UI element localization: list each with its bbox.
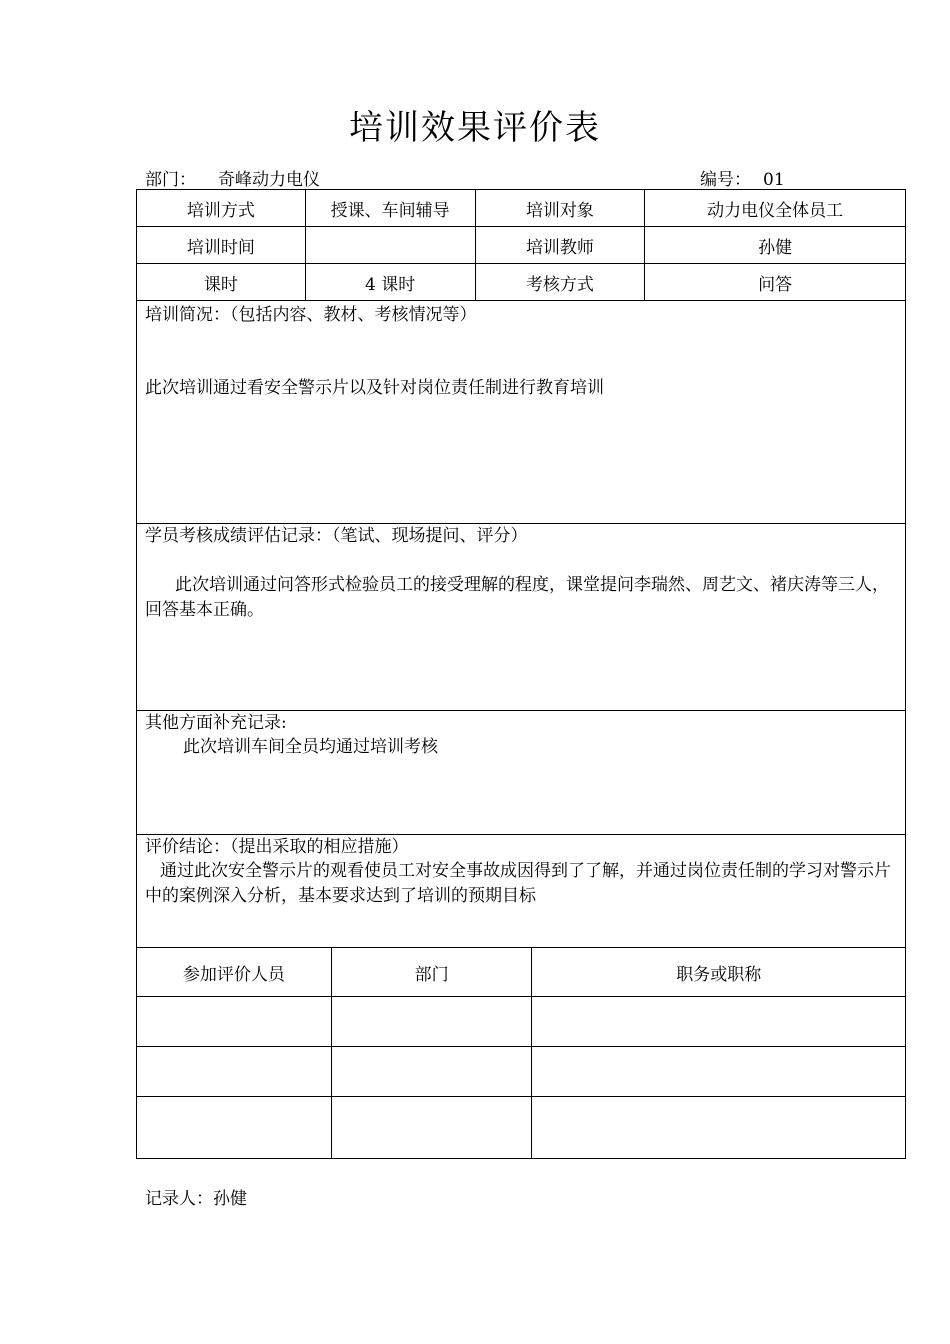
department-cell — [331, 1097, 532, 1159]
training-time-value — [305, 227, 475, 264]
table-row — [137, 997, 906, 1047]
serial-number-value: 01 — [763, 170, 785, 190]
serial-number-label: 编号： — [700, 170, 751, 190]
recorder: 记录人：孙健 — [145, 1189, 247, 1209]
title-cell — [532, 1097, 906, 1159]
training-summary-text: 此次培训通过看安全警示片以及针对岗位责任制进行教育培训 — [145, 378, 604, 398]
training-method-label: 培训方式 — [137, 190, 306, 227]
evaluators-table — [136, 947, 906, 1159]
assessment-method-value: 问答 — [645, 264, 906, 301]
assessment-record-text: 此次培训通过问答形式检验员工的接受理解的程度，课堂提问李瑞然、周艺文、褚庆涛等三人，回答基本正确。 — [145, 575, 889, 620]
training-summary-section — [136, 301, 906, 524]
department-label: 部门： — [145, 170, 196, 190]
table-row — [137, 1047, 906, 1097]
department-field — [145, 165, 320, 190]
hours-label: 课时 — [137, 264, 306, 301]
hours-value: 4 课时 — [305, 264, 475, 301]
trainer-value: 孙健 — [645, 227, 906, 264]
table-row — [137, 190, 906, 227]
column-header-title: 职务或职称 — [532, 948, 906, 997]
page-title: 培训效果评价表 — [349, 108, 601, 148]
table-row — [137, 227, 906, 264]
conclusion-text: 通过此次安全警示片的观看使员工对安全事故成因得到了了解，并通过岗位责任制的学习对警示片中的案例深入分析，基本要求达到了培训的预期目标 — [145, 861, 891, 906]
department-cell — [331, 997, 532, 1047]
table-row — [137, 1097, 906, 1159]
training-summary-label: 培训简况：（包括内容、教材、考核情况等） — [145, 305, 477, 325]
evaluator-cell — [137, 1097, 332, 1159]
other-notes-section — [136, 711, 906, 835]
assessment-record-label: 学员考核成绩评估记录：（笔试、现场提问、评分） — [145, 526, 528, 546]
other-notes-text: 此次培训车间全员均通过培训考核 — [183, 737, 438, 757]
column-header-department: 部门 — [331, 948, 532, 997]
conclusion-section — [136, 835, 906, 948]
other-notes-label: 其他方面补充记录: — [145, 713, 287, 733]
training-info-table — [136, 189, 906, 301]
training-time-label: 培训时间 — [137, 227, 306, 264]
conclusion-label: 评价结论：（提出采取的相应措施） — [145, 837, 409, 857]
trainer-label: 培训教师 — [475, 227, 645, 264]
training-target-label: 培训对象 — [475, 190, 645, 227]
title-cell — [532, 1047, 906, 1097]
department-value: 奇峰动力电仪 — [218, 170, 320, 190]
training-method-value: 授课、车间辅导 — [305, 190, 475, 227]
title-cell — [532, 997, 906, 1047]
training-target-value: 动力电仪全体员工 — [645, 190, 906, 227]
column-header-evaluator: 参加评价人员 — [137, 948, 332, 997]
serial-number-field — [700, 165, 785, 190]
department-cell — [331, 1047, 532, 1097]
table-row — [137, 264, 906, 301]
evaluator-cell — [137, 1047, 332, 1097]
table-header-row — [137, 948, 906, 997]
assessment-record-section — [136, 524, 906, 711]
assessment-method-label: 考核方式 — [475, 264, 645, 301]
evaluator-cell — [137, 997, 332, 1047]
